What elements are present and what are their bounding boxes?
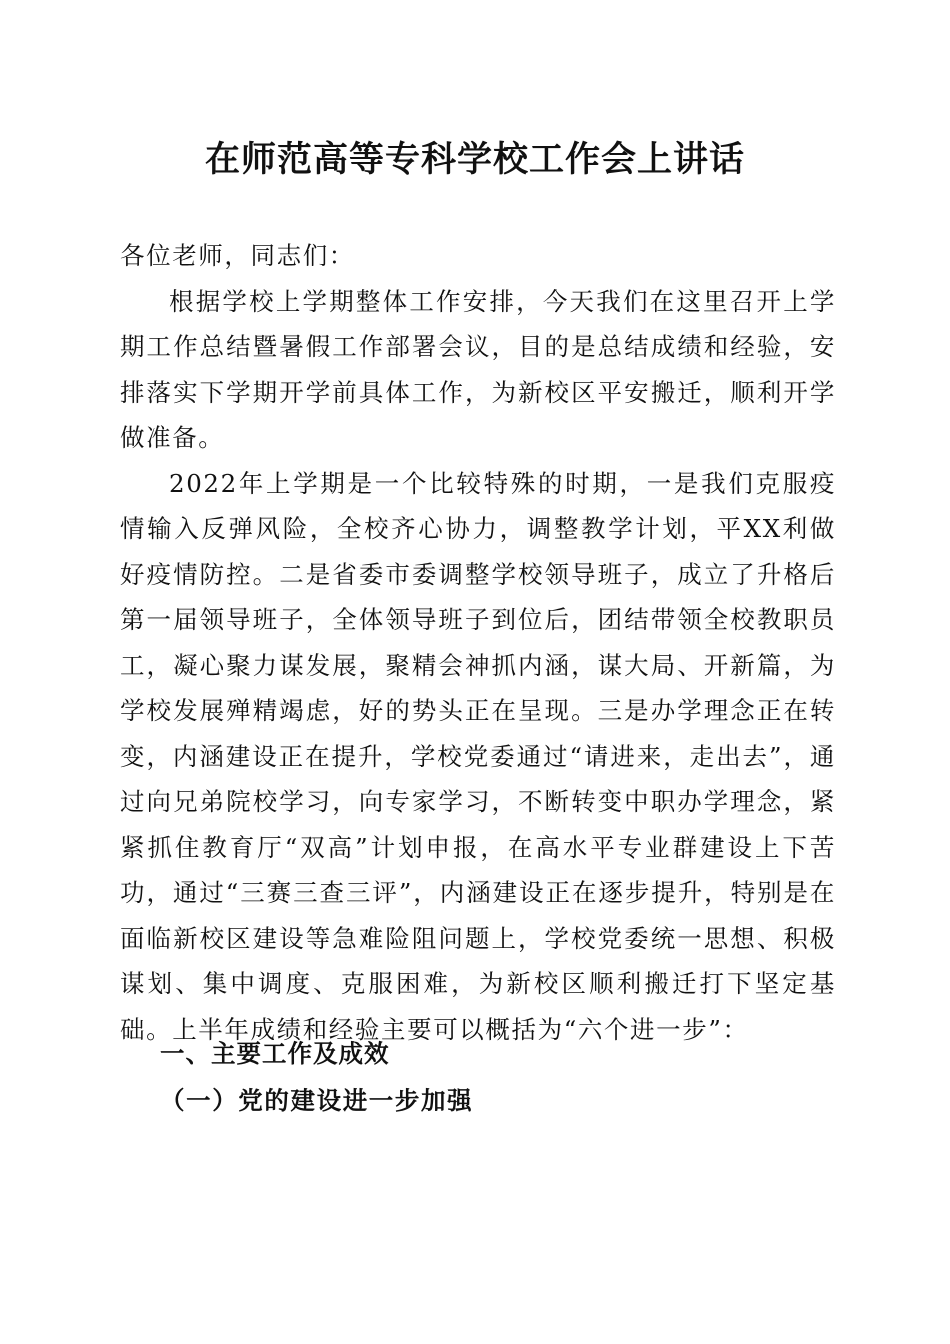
paragraph-intro: 根据学校上学期整体工作安排，今天我们在这里召开上学期工作总结暨暑假工作部署会议，目的是总结成绩和经验，安排落实下学期开学前具体工作，为新校区平安搬迁，顺利开学做准备。 — [120, 286, 836, 452]
subsection-heading-party-building: （一）党的建设进一步加强 — [160, 1086, 474, 1115]
section-heading-main-work: 一、主要工作及成效 — [160, 1039, 390, 1068]
paragraph-summary: 2022年上学期是一个比较特殊的时期，一是我们克服疫情输入反弹风险，全校齐心协力，调整教学计划，平XX利做好疫情防控。二是省委市委调整学校领导班子，成立了升格后第一届领导班子，全体领导班子到位后，团结带领全校教职员工，凝心聚力谋发展，聚精会神抓内涵，谋大局、开新篇，为学校发展殚精竭虑，好的势头正在呈现。三是办学理念正在转变，内涵建设正在提升，学校党委通过“请进来，走出去”，通过向兄弟院校学习，向专家学习，不断转变中职办学理念，紧紧抓住教育厅“双高”计划申报，在高水平专业群建设上下苦功，通过“三赛三查三评”，内涵建设正在逐步提升，特别是在面临新校区建设等急难险阻问题上，学校党委统一思想、积极谋划、集中调度、克服困难，为新校区顺利搬迁打下坚定基础。上半年成绩和经验主要可以概括为“六个进一步”： — [120, 468, 836, 1044]
document-body — [120, 233, 836, 1052]
document-title: 在师范高等专科学校工作会上讲话 — [204, 139, 745, 180]
greeting-line: 各位老师，同志们： — [120, 241, 355, 270]
